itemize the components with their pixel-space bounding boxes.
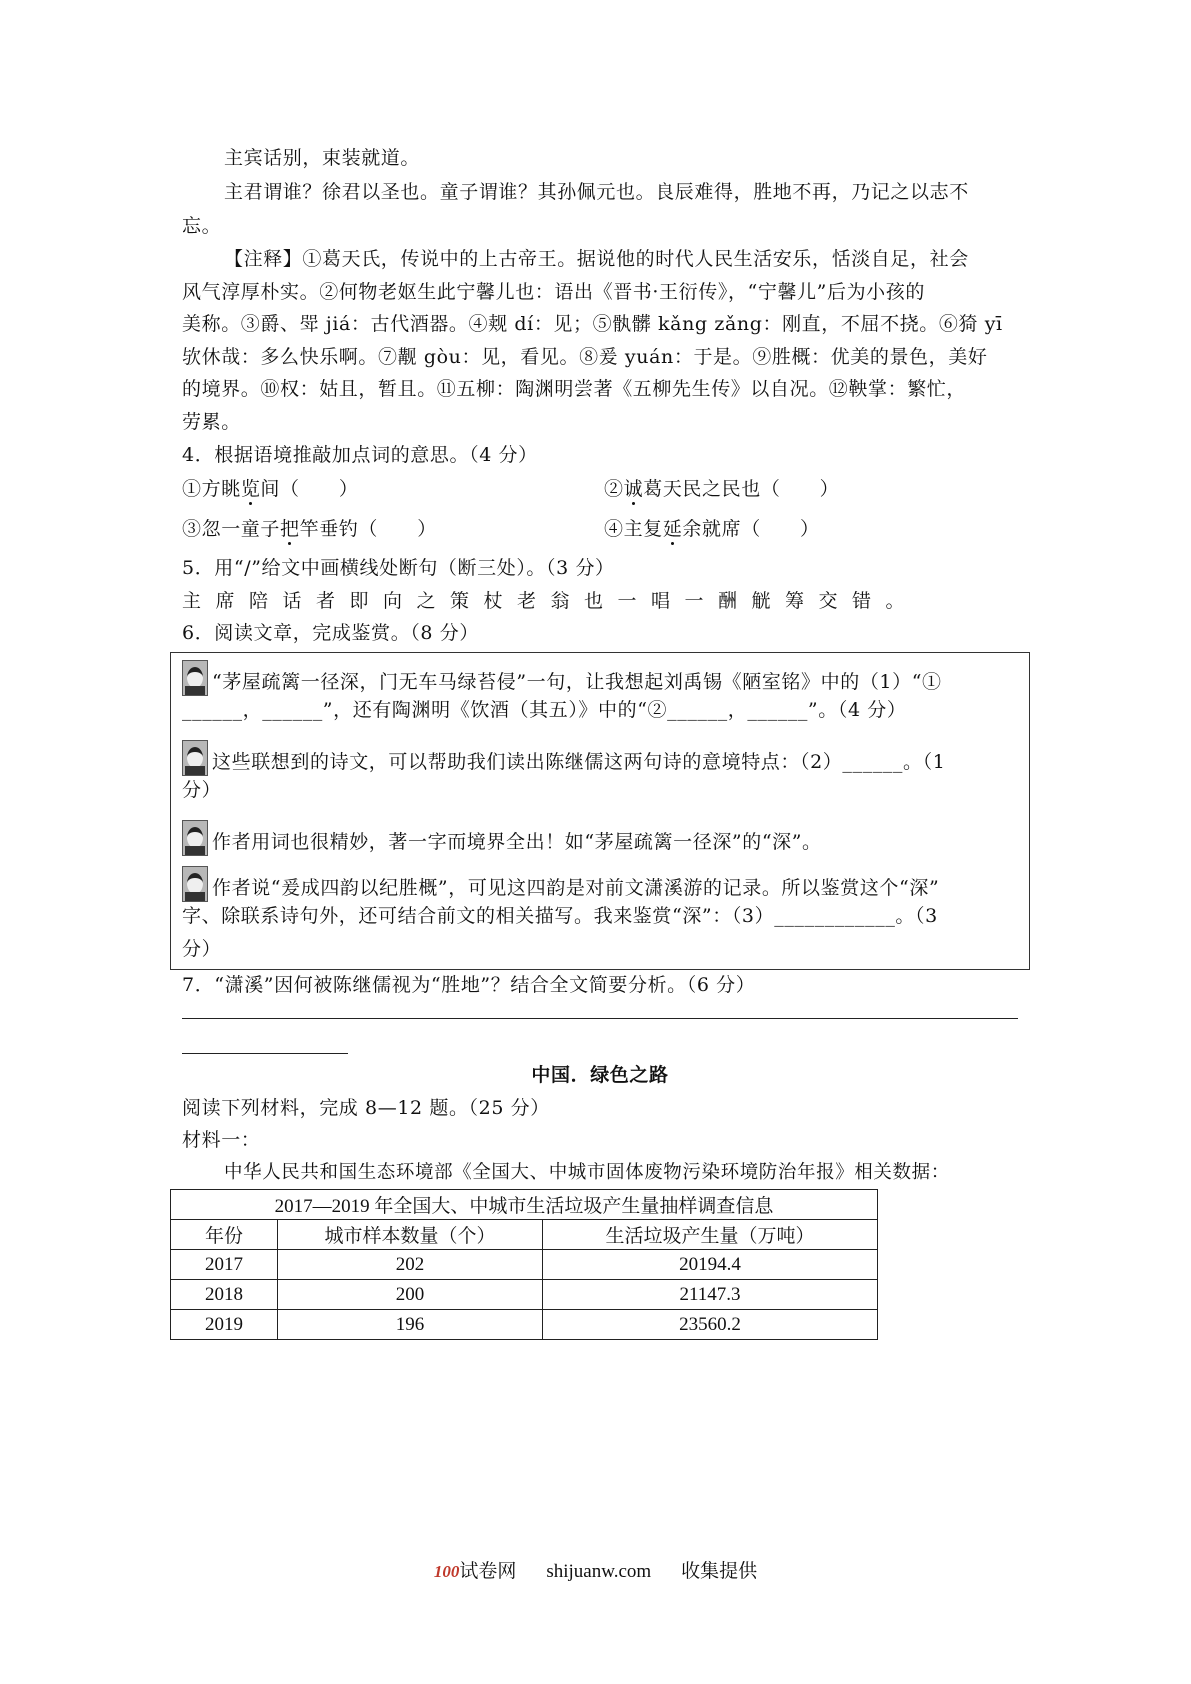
answer-line[interactable] [182, 1018, 1018, 1019]
dotted-word: 延 [662, 518, 683, 540]
note-line: 美称。③爵、斝 jiá：古代酒器。④觌 dí：见；⑤骫髒 kǎng zǎng：刚直，不屈不挠。⑥猗 yī [182, 313, 1003, 335]
table-cell: 23560.2 [543, 1310, 878, 1340]
table-row [171, 1280, 878, 1310]
passage-line: 忘。 [182, 215, 222, 237]
table-cell: 202 [278, 1250, 543, 1280]
box-line: ______，______”，还有陶渊明《饮酒（其五）》中的“②______，______”。（4 分） [182, 699, 907, 721]
student-avatar-icon [182, 866, 208, 902]
garbage-data-table [170, 1189, 878, 1340]
column-header: 生活垃圾产生量（万吨） [543, 1220, 878, 1250]
table-cell: 2018 [171, 1280, 278, 1310]
material-label: 材料一： [182, 1129, 261, 1151]
note-line: 的境界。⑩权：姑且，暂且。⑪五柳：陶渊明尝著《五柳先生传》以自况。⑫鞅掌：繁忙， [182, 378, 967, 400]
box-line: 分） [182, 779, 222, 801]
student-avatar-icon [182, 820, 208, 856]
column-header: 城市样本数量（个） [278, 1220, 543, 1250]
passage-line: 主宾话别，束装就道。 [224, 147, 421, 169]
site-name: 试卷网 [459, 1561, 517, 1582]
table-row [171, 1310, 878, 1340]
note-line: 欤休哉：多么快乐啊。⑦觏 gòu：见，看见。⑧爰 yuán：于是。⑨胜概：优美的景色，美好 [182, 346, 988, 368]
dotted-word: 诚 [623, 478, 644, 500]
table-cell: 20194.4 [543, 1250, 878, 1280]
box-line: 作者说“爰成四韵以纪胜概”，可见这四韵是对前文潇溪游的记录。所以鉴赏这个“深” [182, 866, 1022, 904]
box-line: “茅屋疏篱一径深，门无车马绿苔侵”一句，让我想起刘禹锡《陋室铭》中的（1）“① [182, 660, 1022, 698]
student-avatar-icon [182, 660, 208, 696]
box-line: 分） [182, 938, 222, 960]
material-source: 中华人民共和国生态环境部《全国大、中城市固体废物污染环境防治年报》相关数据： [224, 1162, 950, 1183]
footer-credit: 收集提供 [681, 1561, 758, 1582]
question-7-title: 7．“潇溪”因何被陈继儒视为“胜地”？结合全文简要分析。（6 分） [182, 974, 756, 996]
table-cell: 2019 [171, 1310, 278, 1340]
section-heading: 中国．绿色之路 [531, 1064, 669, 1086]
dotted-word: 把 [280, 518, 300, 540]
site-url[interactable]: shijuanw.com [546, 1561, 652, 1582]
box-line: 字、除联系诗句外，还可结合前文的相关描写。我来鉴赏“深”：（3）____________。（3 [182, 905, 938, 927]
column-header: 年份 [171, 1220, 278, 1250]
question-4-title: 4．根据语境推敲加点词的意思。（4 分） [182, 444, 538, 466]
table-cell: 21147.3 [543, 1280, 878, 1310]
table-cell: 2017 [171, 1250, 278, 1280]
box-line: 这些联想到的诗文，可以帮助我们读出陈继儒这两句诗的意境特点：（2）______。（1 [182, 740, 1022, 778]
table-caption: 2017—2019 年全国大、中城市生活垃圾产生量抽样调查信息 [171, 1190, 878, 1220]
box-line: 作者用词也很精妙，著一字而境界全出！如“茅屋疏篱一径深”的“深”。 [182, 820, 1022, 858]
question-4-item-c: ③忽一童子把竿垂钓（ ） [182, 518, 437, 540]
table-caption-row [171, 1190, 878, 1220]
table-cell: 200 [278, 1280, 543, 1310]
question-6-title: 6．阅读文章，完成鉴赏。（8 分） [182, 622, 479, 644]
question-5-title: 5．用“/”给文中画横线处断句（断三处）。（3 分） [182, 557, 615, 579]
dotted-word: 览 [240, 478, 261, 500]
site-logo: 100 [433, 1562, 460, 1581]
note-line: 【注释】①葛天氏，传说中的上古帝王。据说他的时代人民生活安乐，恬淡自足，社会 [224, 248, 969, 270]
question-4-item-d: ④主复延余就席（ ） [604, 518, 820, 540]
page-footer [0, 1556, 1191, 1583]
answer-line[interactable] [182, 1053, 348, 1054]
note-line: 风气淳厚朴实。②何物老妪生此宁馨儿也：语出《晋书·王衍传》，“宁馨儿”后为小孩的 [182, 281, 925, 303]
passage-line: 主君谓谁？徐君以圣也。童子谓谁？其孙佩元也。良辰难得，胜地不再，乃记之以志不 [224, 181, 969, 203]
question-5-text: 主席陪话者即向之策杖老翁也一唱一酬觥筹交错。 [182, 590, 920, 612]
section-intro: 阅读下列材料，完成 8—12 题。（25 分） [182, 1097, 550, 1119]
note-line: 劳累。 [182, 411, 241, 433]
table-cell: 196 [278, 1310, 543, 1340]
question-4-item-a: ①方眺览间（ ） [182, 478, 359, 500]
table-header-row [171, 1220, 878, 1250]
question-4-item-b: ②诚葛天民之民也（ ） [604, 478, 840, 500]
student-avatar-icon [182, 740, 208, 776]
table-row [171, 1250, 878, 1280]
